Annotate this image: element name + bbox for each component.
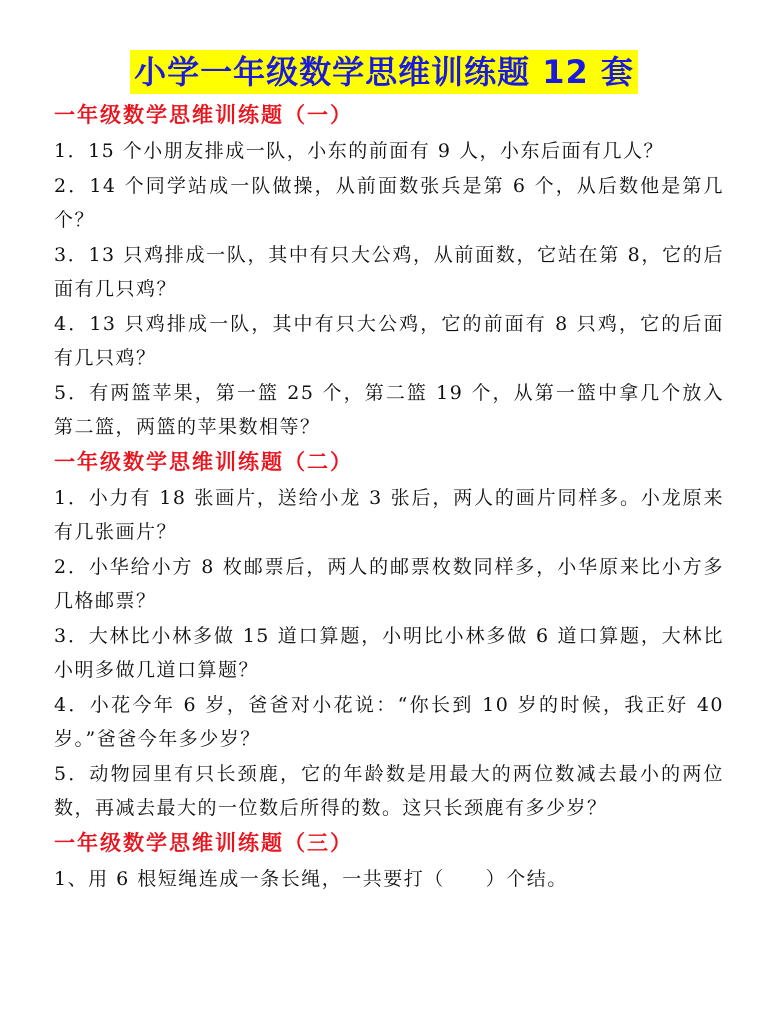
question-item: 1．小力有 18 张画片，送给小龙 3 张后，两人的画片同样多。小龙原来有几张画片？ — [54, 486, 724, 543]
question-item: 3．13 只鸡排成一队，其中有只大公鸡，从前面数，它站在第 8，它的后面有几只鸡？ — [54, 243, 724, 300]
question-item: 2．14 个同学站成一队做操，从前面数张兵是第 6 个，从后数他是第几个？ — [54, 174, 724, 231]
question-item: 3．大林比小林多做 15 道口算题，小明比小林多做 6 道口算题，大林比小明多做几道口算题？ — [54, 624, 724, 681]
question-item: 5．动物园里有只长颈鹿，它的年龄数是用最大的两位数减去最小的两位数，再减去最大的一位数后所得的数。这只长颈鹿有多少岁？ — [54, 762, 724, 819]
section-heading: 一年级数学思维训练题（三） — [54, 829, 353, 855]
question-item: 1、用 6 根短绳连成一条长绳，一共要打（ ）个结。 — [54, 867, 568, 890]
document-title: 小学一年级数学思维训练题 12 套 — [130, 50, 638, 94]
question-item: 4．小花今年 6 岁，爸爸对小花说：“你长到 10 岁的时候，我正好 40 岁。”爸爸今年多少岁？ — [54, 693, 724, 750]
title-container — [0, 50, 768, 94]
question-item: 4．13 只鸡排成一队，其中有只大公鸡，它的前面有 8 只鸡，它的后面有几只鸡？ — [54, 312, 724, 369]
question-item: 1．15 个小朋友排成一队，小东的前面有 9 人，小东后面有几人？ — [54, 140, 664, 162]
section-2 — [54, 445, 724, 826]
section-3 — [54, 826, 724, 897]
question-item: 2．小华给小方 8 枚邮票后，两人的邮票枚数同样多，小华原来比小方多几格邮票？ — [54, 555, 724, 612]
section-heading: 一年级数学思维训练题（一） — [54, 102, 353, 127]
document-body — [54, 98, 724, 896]
section-heading: 一年级数学思维训练题（二） — [54, 448, 353, 474]
question-item: 5．有两篮苹果，第一篮 25 个，第二篮 19 个，从第一篮中拿几个放入第二篮，两篮的苹果数相等？ — [54, 381, 724, 438]
section-1 — [54, 98, 724, 445]
